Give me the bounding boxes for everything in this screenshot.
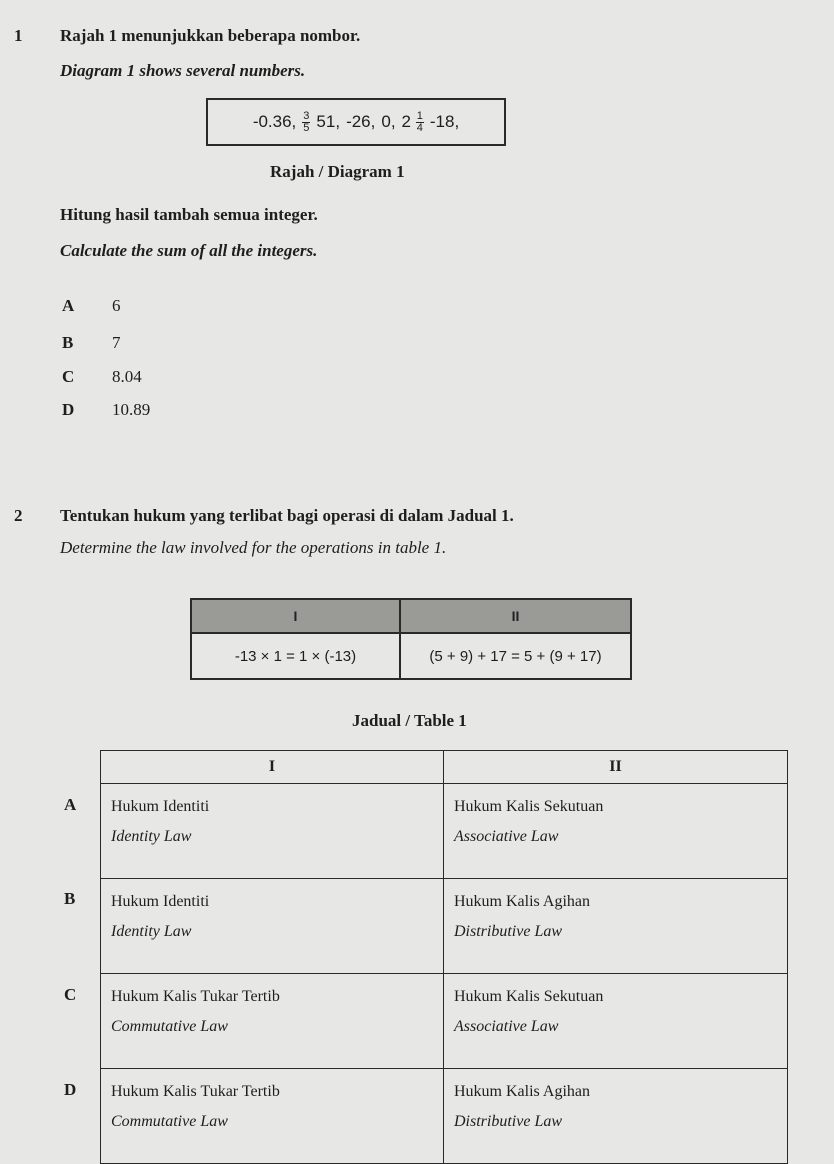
answer-cell-ii	[444, 1069, 788, 1164]
answer-row-d[interactable]	[101, 1069, 788, 1164]
answer-row-letter-b[interactable]: B	[64, 889, 76, 908]
fraction-numerator: 1	[416, 109, 423, 122]
law-name-en: Associative Law	[454, 1018, 559, 1035]
answer-cell-ii	[444, 974, 788, 1069]
answer-row-b[interactable]	[101, 879, 788, 974]
law-name-en: Commutative Law	[111, 1113, 228, 1130]
law-name-en: Distributive Law	[454, 923, 563, 940]
diagram-1-caption: Rajah / Diagram 1	[270, 162, 405, 181]
table-1-cell-i: -13 × 1 = 1 × (-13)	[191, 633, 400, 679]
answer-options-table	[100, 750, 788, 1164]
question-1-task-en: Calculate the sum of all the integers.	[60, 241, 318, 260]
option-value-a[interactable]: 6	[112, 296, 121, 315]
answer-cell-i	[101, 1069, 444, 1164]
option-letter-d[interactable]: D	[62, 400, 75, 419]
table-1	[190, 598, 632, 680]
law-name-ms: Hukum Kalis Sekutuan	[454, 988, 604, 1005]
question-2-number: 2	[14, 506, 23, 525]
number-item: -0.36,	[252, 112, 297, 131]
law-name-en: Identity Law	[111, 923, 192, 940]
answer-cell-ii	[444, 879, 788, 974]
option-value-d[interactable]: 10.89	[112, 400, 151, 419]
mixed-number-whole: 2	[401, 111, 412, 131]
option-value-b[interactable]: 7	[112, 333, 121, 352]
diagram-1-number-box	[206, 98, 506, 146]
law-name-en: Commutative Law	[111, 1018, 228, 1035]
law-name-ms: Hukum Identiti	[111, 893, 210, 910]
answer-cell-i	[101, 974, 444, 1069]
option-letter-b[interactable]: B	[62, 333, 74, 352]
answer-row-letter-c[interactable]: C	[64, 985, 77, 1004]
table-1-header-ii: II	[400, 599, 631, 633]
number-item: 0,	[381, 112, 396, 131]
number-item: 51,	[316, 112, 341, 131]
table-1-cell-ii: (5 + 9) + 17 = 5 + (9 + 17)	[400, 633, 631, 679]
table-1-header-i: I	[191, 599, 400, 633]
answer-row-letter-a[interactable]: A	[64, 795, 77, 814]
law-name-en: Associative Law	[454, 828, 559, 845]
number-item: -18,	[429, 112, 460, 131]
fraction-denominator: 5	[303, 121, 310, 134]
answer-row-a[interactable]	[101, 784, 788, 879]
question-2-instruction-ms: Tentukan hukum yang terlibat bagi operasi di dalam Jadual 1.	[60, 506, 514, 525]
question-2-instruction-en: Determine the law involved for the operations in table 1.	[60, 538, 447, 557]
number-item: -26,	[346, 112, 376, 131]
fraction-three-fifths	[302, 111, 310, 134]
fraction-one-quarter	[416, 111, 424, 134]
question-1-instruction-ms: Rajah 1 menunjukkan beberapa nombor.	[60, 26, 361, 45]
law-name-en: Identity Law	[111, 828, 192, 845]
option-value-c[interactable]: 8.04	[112, 367, 142, 386]
question-1-number: 1	[14, 26, 23, 45]
law-name-en: Distributive Law	[454, 1113, 563, 1130]
law-name-ms: Hukum Kalis Agihan	[454, 1083, 590, 1100]
table-1-caption: Jadual / Table 1	[352, 711, 467, 730]
option-letter-a[interactable]: A	[62, 296, 75, 315]
question-1-task-ms: Hitung hasil tambah semua integer.	[60, 205, 318, 224]
answer-table-header-i: I	[101, 751, 444, 784]
answer-row-letter-d[interactable]: D	[64, 1080, 77, 1099]
answer-cell-i	[101, 879, 444, 974]
answer-row-c[interactable]	[101, 974, 788, 1069]
law-name-ms: Hukum Kalis Sekutuan	[454, 798, 604, 815]
answer-cell-ii	[444, 784, 788, 879]
answer-cell-i	[101, 784, 444, 879]
law-name-ms: Hukum Identiti	[111, 798, 210, 815]
law-name-ms: Hukum Kalis Agihan	[454, 893, 590, 910]
answer-table-header-ii: II	[444, 751, 788, 784]
question-1-instruction-en: Diagram 1 shows several numbers.	[60, 61, 306, 80]
mixed-number	[402, 111, 424, 134]
option-letter-c[interactable]: C	[62, 367, 75, 386]
law-name-ms: Hukum Kalis Tukar Tertib	[111, 1083, 280, 1100]
fraction-numerator: 3	[303, 109, 310, 122]
law-name-ms: Hukum Kalis Tukar Tertib	[111, 988, 280, 1005]
fraction-denominator: 4	[416, 121, 423, 134]
